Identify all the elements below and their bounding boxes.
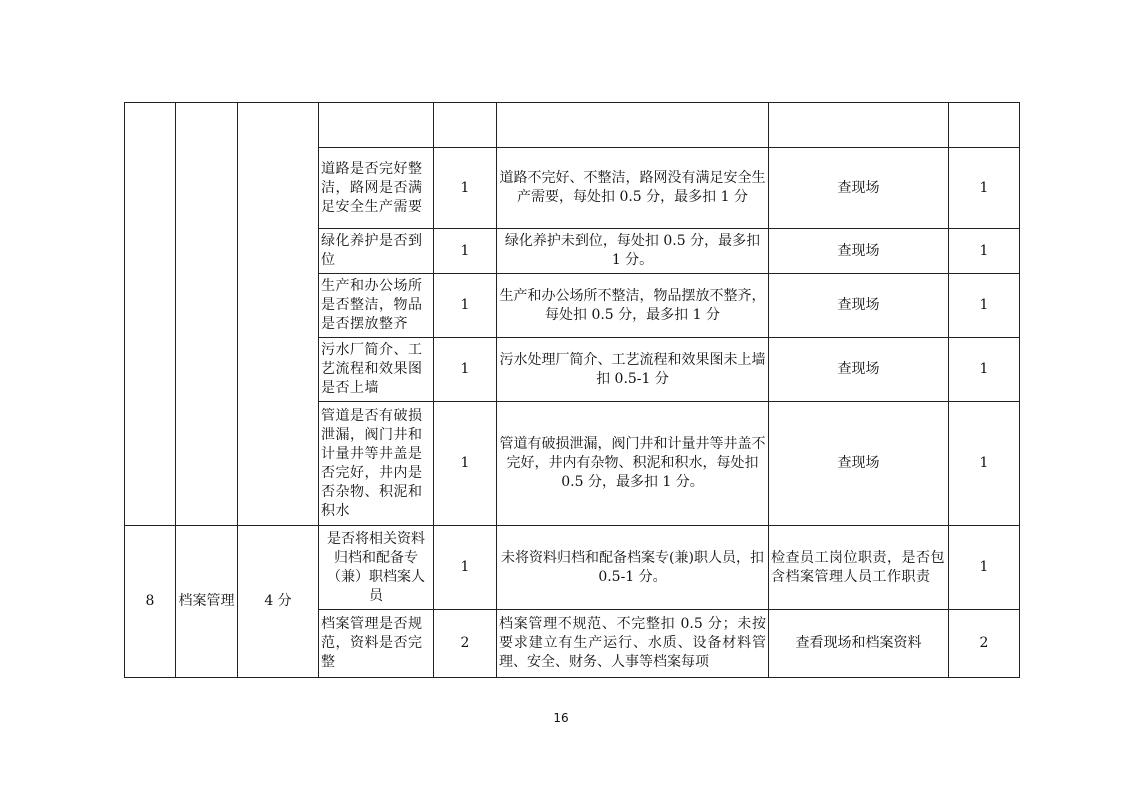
deduction-cell: 道路不完好、不整洁，路网没有满足安全生产需要，每处扣 0.5 分，最多扣 1 分 xyxy=(497,148,769,229)
item-cell: 绿化养护是否到位 xyxy=(319,229,434,274)
points-cell: 1 xyxy=(949,338,1020,402)
item-cell: 污水厂简介、工艺流程和效果图是否上墙 xyxy=(319,338,434,402)
page-number: 16 xyxy=(553,711,569,725)
evaluation-table xyxy=(124,102,1020,678)
points-cell: 1 xyxy=(949,402,1020,526)
score-cell: 1 xyxy=(434,148,497,229)
method-cell: 检查员工岗位职责，是否包含档案管理人员工作职责 xyxy=(769,526,949,610)
score-cell: 2 xyxy=(434,610,497,678)
total-score-cell: 4 分 xyxy=(238,526,319,678)
item-cell: 道路是否完好整洁，路网是否满足安全生产需要 xyxy=(319,148,434,229)
score-cell xyxy=(434,103,497,148)
deduction-cell: 生产和办公场所不整洁，物品摆放不整齐，每处扣 0.5 分，最多扣 1 分 xyxy=(497,274,769,338)
item-cell: 是否将相关资料归档和配备专（兼）职档案人员 xyxy=(319,526,434,610)
deduction-cell: 未将资料归档和配备档案专(兼)职人员，扣 0.5-1 分。 xyxy=(497,526,769,610)
table-row xyxy=(125,526,1020,610)
points-cell: 1 xyxy=(949,526,1020,610)
deduction-cell xyxy=(497,103,769,148)
category-cell xyxy=(176,103,238,526)
score-cell: 1 xyxy=(434,402,497,526)
section-number-cell: 8 xyxy=(125,526,176,678)
table-row xyxy=(125,103,1020,148)
points-cell: 1 xyxy=(949,229,1020,274)
method-cell: 查现场 xyxy=(769,229,949,274)
score-cell: 1 xyxy=(434,274,497,338)
points-cell xyxy=(949,103,1020,148)
section-number-cell xyxy=(125,103,176,526)
method-cell: 查现场 xyxy=(769,274,949,338)
category-cell: 档案管理 xyxy=(176,526,238,678)
points-cell: 2 xyxy=(949,610,1020,678)
method-cell xyxy=(769,103,949,148)
deduction-cell: 绿化养护未到位，每处扣 0.5 分，最多扣 1 分。 xyxy=(497,229,769,274)
method-cell: 查现场 xyxy=(769,338,949,402)
item-cell: 生产和办公场所是否整洁，物品是否摆放整齐 xyxy=(319,274,434,338)
score-cell: 1 xyxy=(434,526,497,610)
method-cell: 查现场 xyxy=(769,148,949,229)
points-cell: 1 xyxy=(949,274,1020,338)
points-cell: 1 xyxy=(949,148,1020,229)
item-cell: 管道是否有破损泄漏，阀门井和计量井等井盖是否完好，井内是否杂物、积泥和积水 xyxy=(319,402,434,526)
score-cell: 1 xyxy=(434,229,497,274)
score-cell: 1 xyxy=(434,338,497,402)
method-cell: 查现场 xyxy=(769,402,949,526)
item-cell xyxy=(319,103,434,148)
deduction-cell: 管道有破损泄漏，阀门井和计量井等井盖不完好，井内有杂物、积泥和积水，每处扣 0.5 分，最多扣 1 分。 xyxy=(497,402,769,526)
method-cell: 查看现场和档案资料 xyxy=(769,610,949,678)
item-cell: 档案管理是否规范，资料是否完整 xyxy=(319,610,434,678)
total-score-cell xyxy=(238,103,319,526)
deduction-cell: 污水处理厂简介、工艺流程和效果图未上墙扣 0.5-1 分 xyxy=(497,338,769,402)
deduction-cell: 档案管理不规范、不完整扣 0.5 分；未按要求建立有生产运行、水质、设备材料管理、安全、财务、人事等档案每项 xyxy=(497,610,769,678)
